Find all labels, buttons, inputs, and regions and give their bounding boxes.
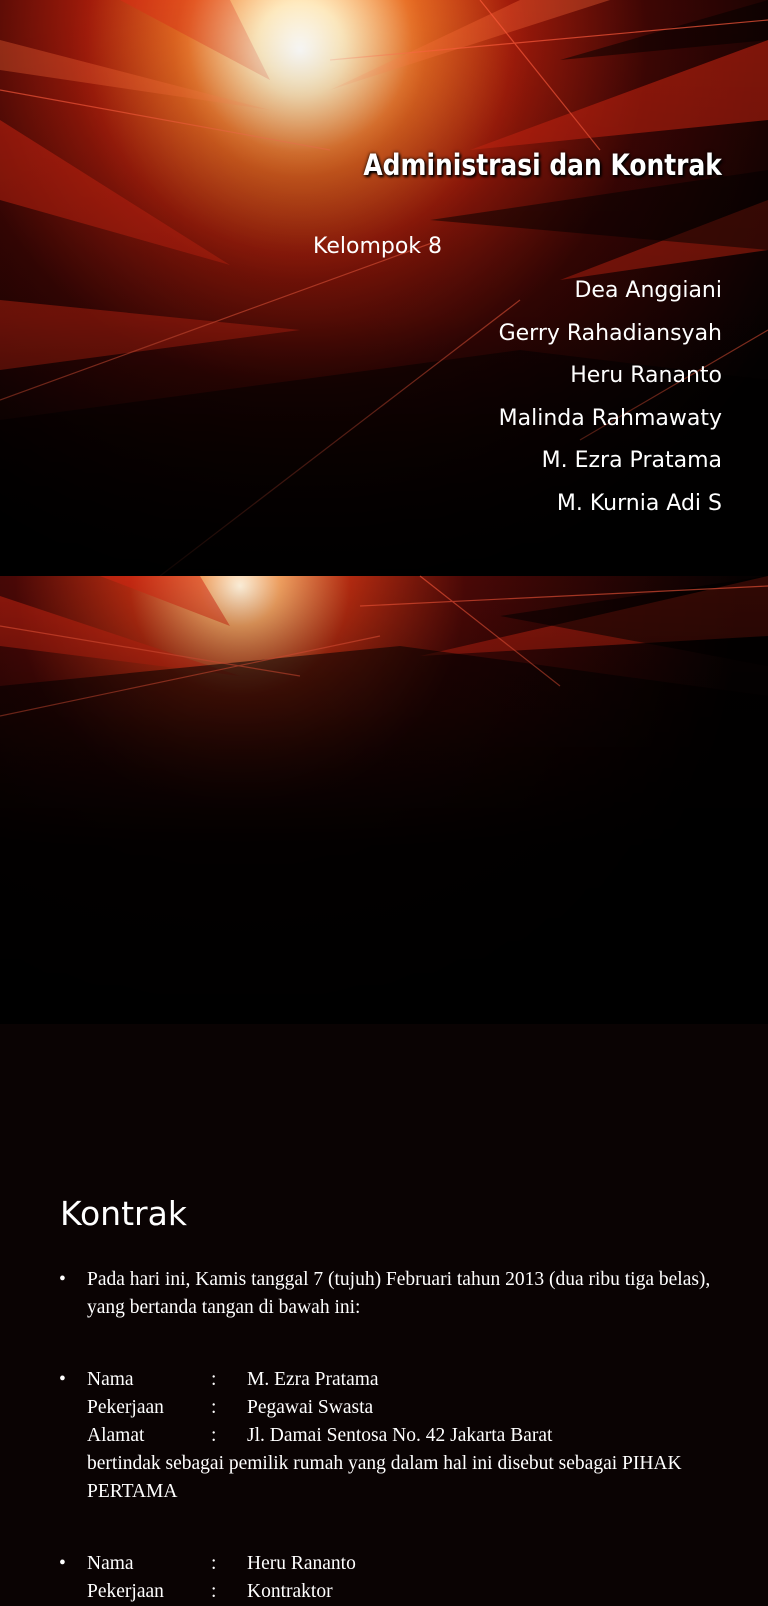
party-description: bertindak sebagai pemilik rumah yang dalam hal ini disebut sebagai PIHAK PERTAMA (87, 1453, 682, 1502)
member-name: Gerry Rahadiansyah (498, 320, 722, 346)
field-label: Nama (87, 1553, 134, 1574)
bullet-party-2 (57, 1550, 737, 1606)
bullet-icon: • (59, 1369, 66, 1390)
slide-title-text: Kontrak (60, 1194, 187, 1233)
field-label: Pekerjaan (87, 1397, 164, 1418)
field-row (87, 1550, 737, 1578)
bullet-icon: • (59, 1553, 66, 1574)
slide-title[interactable] (0, 0, 768, 576)
group-label: Kelompok 8 (313, 234, 443, 259)
field-value: Jl. Damai Sentosa No. 42 Jakarta Barat (247, 1425, 553, 1446)
contract-body (57, 1266, 737, 1606)
field-separator: : (211, 1397, 217, 1418)
member-name: Malinda Rahmawaty (498, 405, 722, 431)
field-value: Kontraktor (247, 1581, 333, 1602)
member-name: M. Kurnia Adi S (556, 490, 722, 516)
slide-title-text: Administrasi dan Kontrak (363, 148, 722, 182)
member-name: Dea Anggiani (574, 278, 722, 303)
member-name: Heru Rananto (570, 363, 722, 388)
field-row (87, 1422, 737, 1450)
field-row (87, 1578, 737, 1606)
intro-text: Pada hari ini, Kamis tanggal 7 (tujuh) Februari tahun 2013 (dua ribu tiga belas), yang bertanda tangan di bawah ini: (87, 1269, 711, 1318)
field-label: Pekerjaan (87, 1581, 164, 1602)
field-row (87, 1366, 737, 1394)
field-separator: : (211, 1369, 217, 1390)
member-name: M. Ezra Pratama (541, 448, 722, 473)
field-label: Nama (87, 1369, 134, 1390)
field-separator: : (211, 1553, 217, 1574)
field-value: M. Ezra Pratama (247, 1369, 379, 1390)
bullet-party-1 (57, 1366, 737, 1506)
field-separator: : (211, 1581, 217, 1602)
field-separator: : (211, 1425, 217, 1446)
field-label: Alamat (87, 1425, 145, 1446)
field-value: Pegawai Swasta (247, 1397, 374, 1418)
bullet-icon: • (59, 1269, 66, 1290)
slide-kontrak[interactable] (0, 576, 768, 1602)
field-value: Heru Rananto (247, 1553, 356, 1574)
slide-background (0, 576, 768, 1024)
member-list (499, 270, 722, 525)
bullet-intro (57, 1266, 737, 1322)
field-row (87, 1394, 737, 1422)
